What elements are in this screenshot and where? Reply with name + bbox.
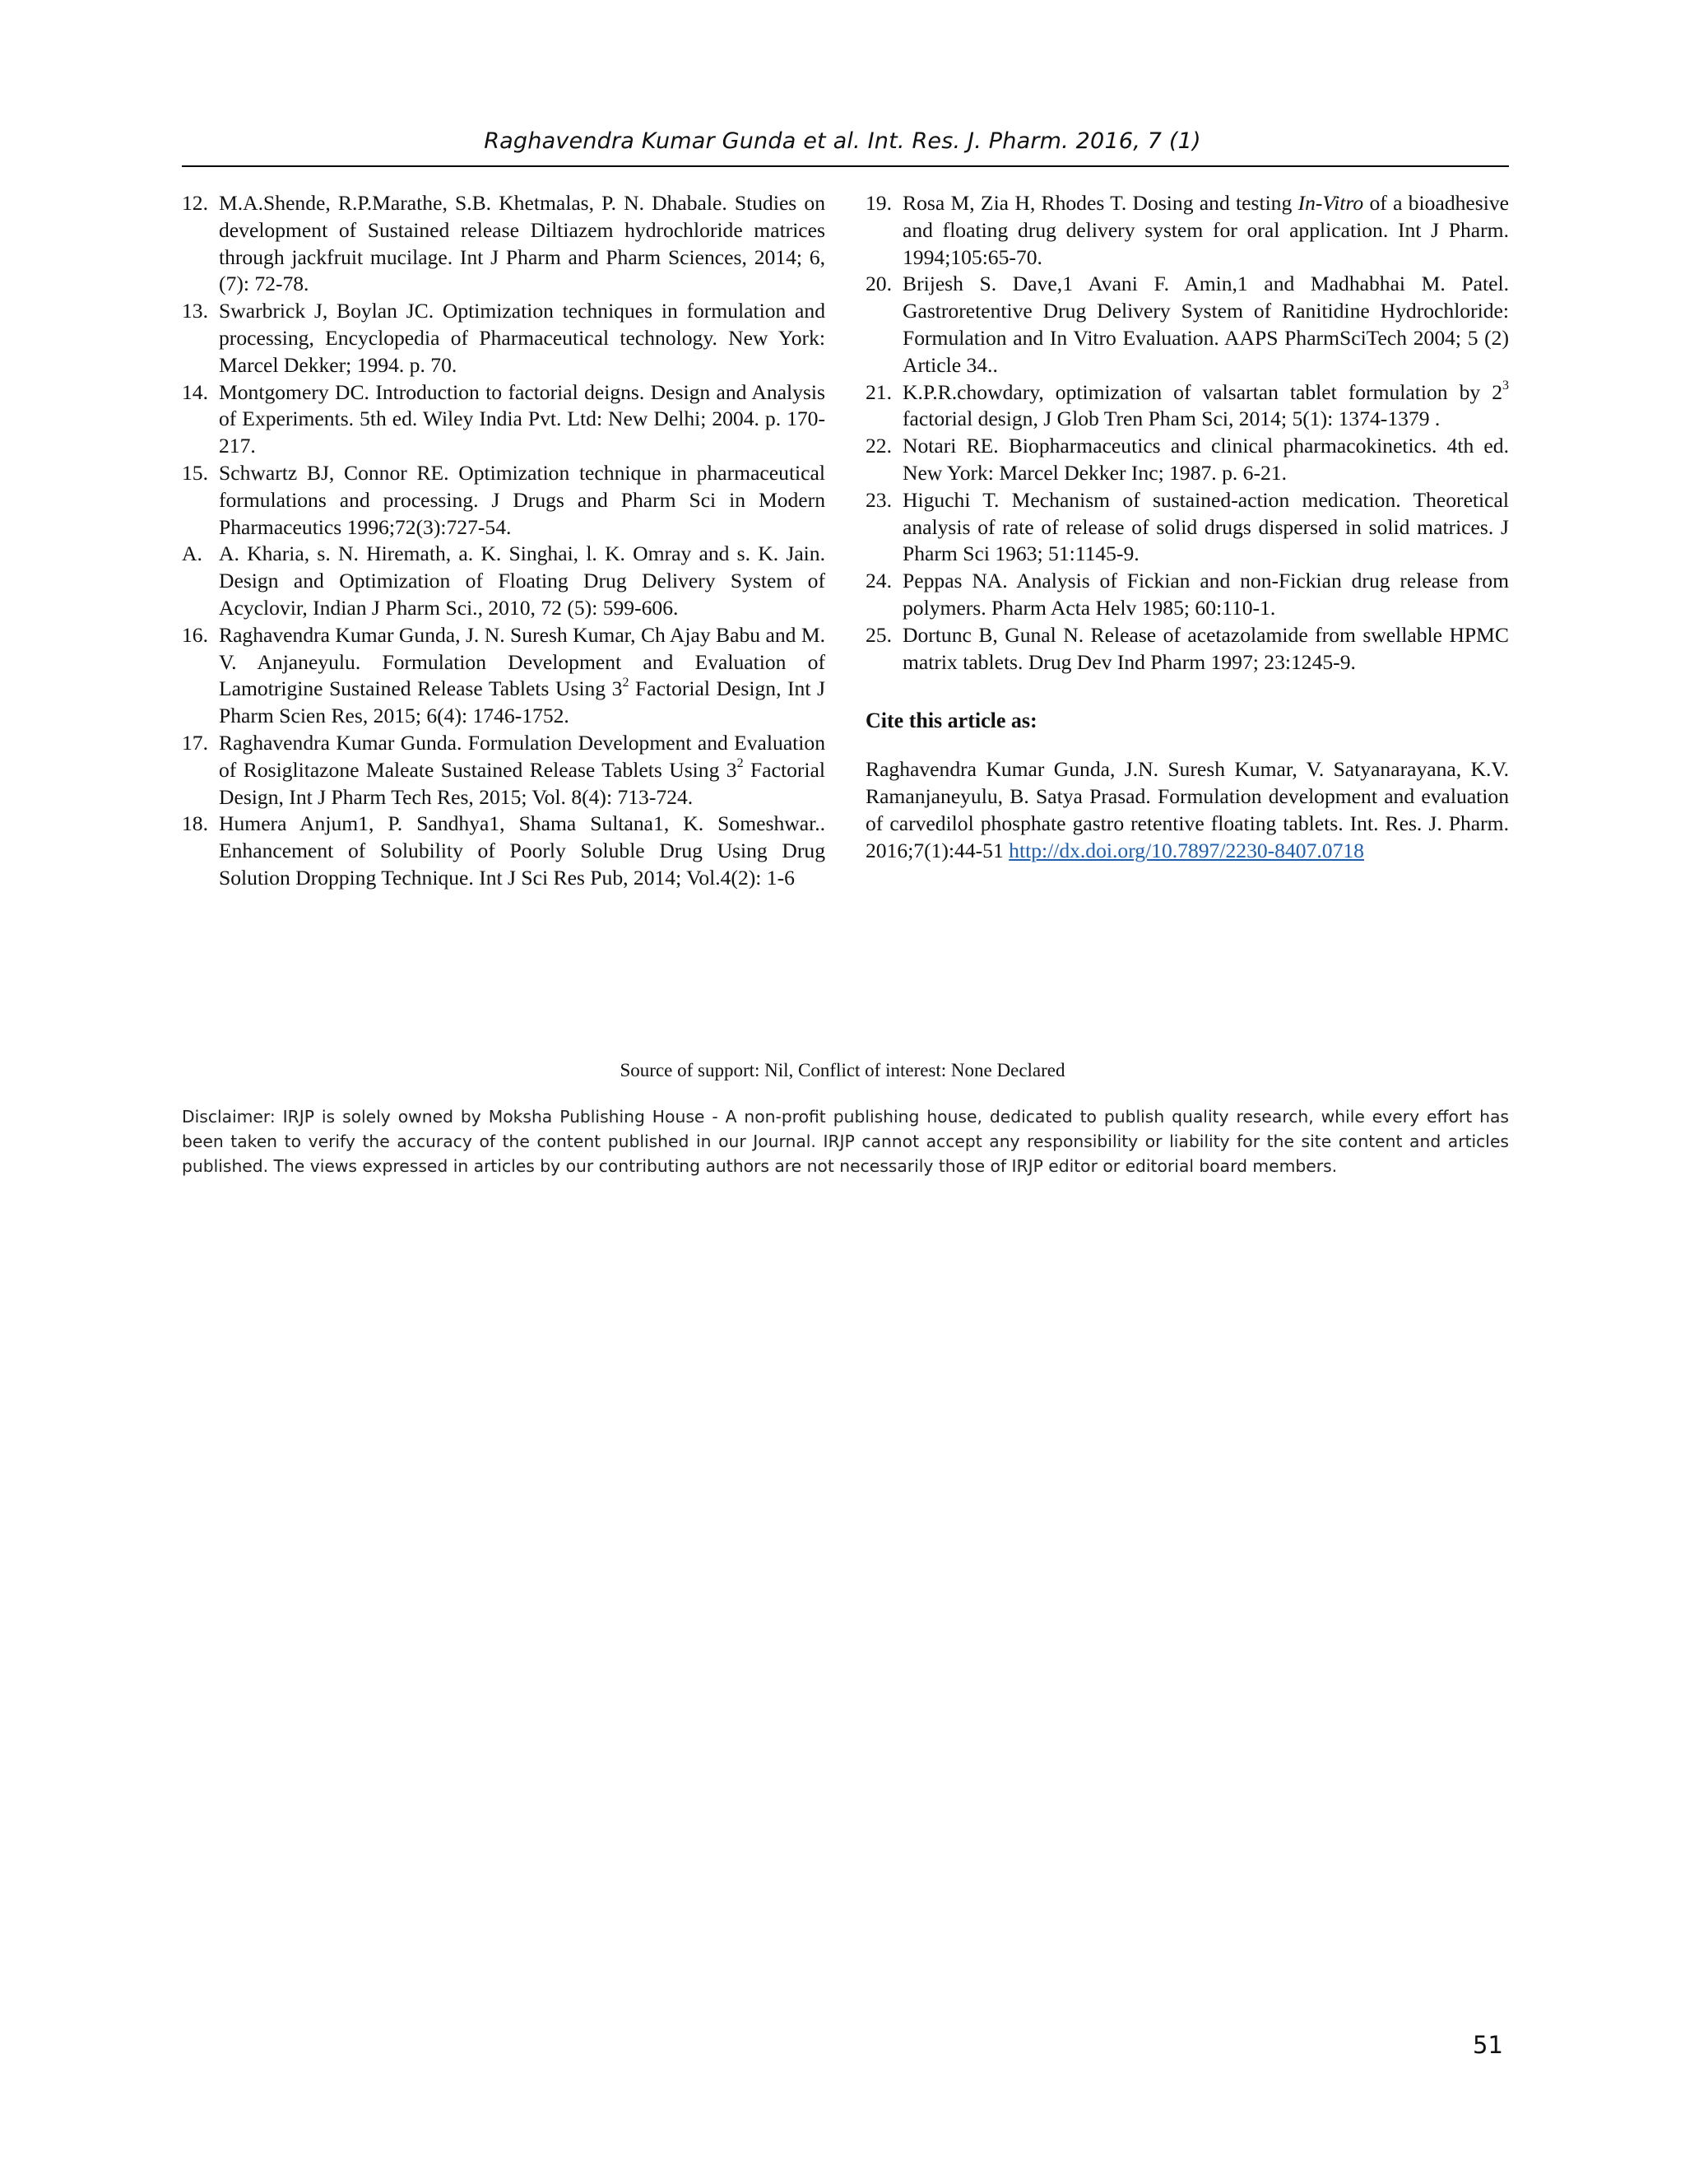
reference-text (903, 379, 1509, 434)
reference-a (182, 541, 825, 621)
reference-21 (866, 379, 1509, 434)
reference-text: Humera Anjum1, P. Sandhya1, Shama Sultana1, K. Someshwar.. Enhancement of Solubility of Poorly Soluble Drug Using Drug Solution Dropping Technique. Int J Sci Res Pub, 2014; Vol.4(2): 1-6 (219, 811, 825, 890)
reference-number: 21. (866, 379, 892, 404)
reference-text-part: Factorial Design, Int J Pharm Scien Res, 2015; 6(4): 1746-1752. (219, 676, 825, 728)
reference-24 (866, 568, 1509, 622)
reference-14 (182, 379, 825, 460)
reference-text: Schwartz BJ, Connor RE. Optimization technique in pharmaceutical formulations and processing. J Drugs and Pharm Sci in Modern Pharmaceutics 1996;72(3):727-54. (219, 460, 825, 539)
reference-text: M.A.Shende, R.P.Marathe, S.B. Khetmalas, P. N. Dhabale. Studies on development of Sustained release Diltiazem hydrochloride matrices through jackfruit mucilage. Int J Pharm and Pharm Sciences, 2014; 6, (7): 72-78. (219, 191, 825, 296)
reference-number: 12. (182, 191, 208, 215)
reference-15 (182, 460, 825, 541)
reference-text: Dortunc B, Gunal N. Release of acetazolamide from swellable HPMC matrix tablets. Drug Dev Ind Pharm 1997; 23:1245-9. (903, 622, 1509, 674)
reference-16 (182, 622, 825, 730)
reference-text: Brijesh S. Dave,1 Avani F. Amin,1 and Madhabhai M. Patel. Gastroretentive Drug Delivery System of Ranitidine Hydrochloride: Formulation and In Vitro Evaluation. AAPS PharmSciTech 2004; 5 (2) Article 34.. (903, 272, 1509, 377)
superscript: 3 (1502, 379, 1509, 393)
reference-number: 23. (866, 487, 892, 512)
reference-text: A. Kharia, s. N. Hiremath, a. K. Singhai, l. K. Omray and s. K. Jain. Design and Optimization of Floating Drug Delivery System of Acyclovir, Indian J Pharm Sci., 2010, 72 (5): 599-606. (219, 541, 825, 620)
cite-body (866, 756, 1509, 864)
disclaimer: Disclaimer: IRJP is solely owned by Moksha Publishing House - A non-profit publishing house, dedicated to publish quality research, while every effort has been taken to verify the accuracy of the content published in our Journal. IRJP cannot accept any responsibility or liability for the site content and articles published. The views expressed in articles by our contributing authors are not necessarily those of IRJP editor or editorial board members. (182, 1107, 1509, 1176)
reference-text (219, 622, 825, 730)
reference-12 (182, 190, 825, 298)
reference-text-part: Raghavendra Kumar Gunda. Formulation Development and Evaluation of Rosiglitazone Maleate Sustained Release Tablets Using 3 (219, 730, 825, 782)
references-right-column (866, 190, 1509, 865)
reference-number: 19. (866, 191, 892, 215)
reference-23 (866, 487, 1509, 568)
reference-text-part: Raghavendra Kumar Gunda, J. N. Suresh Kumar, Ch Ajay Babu and M. V. Anjaneyulu. Formulation Development and Evaluation of Lamotrigine Sustained Release Tablets Using 3 (219, 622, 825, 701)
reference-18 (182, 811, 825, 891)
page-number: 51 (1473, 2031, 1503, 2059)
reference-text-part: Rosa M, Zia H, Rhodes T. Dosing and testing (903, 191, 1298, 215)
doi-link[interactable]: http://dx.doi.org/10.7897/2230-8407.0718 (1009, 838, 1364, 862)
superscript: 2 (622, 675, 629, 690)
cite-heading: Cite this article as: (866, 709, 1037, 733)
reference-text (219, 730, 825, 811)
reference-text (903, 190, 1509, 271)
references-left-column (182, 190, 825, 892)
superscript: 2 (736, 756, 744, 771)
reference-text: Swarbrick J, Boylan JC. Optimization techniques in formulation and processing, Encyclopedia of Pharmaceutical technology. New York: Marcel Dekker; 1994. p. 70. (219, 299, 825, 377)
reference-13 (182, 298, 825, 379)
reference-text: Higuchi T. Mechanism of sustained-action medication. Theoretical analysis of rate of release of solid drugs dispersed in solid matrices. J Pharm Sci 1963; 51:1145-9. (903, 487, 1509, 566)
reference-number: 24. (866, 569, 892, 593)
reference-19 (866, 190, 1509, 271)
reference-number: 14. (182, 379, 208, 404)
reference-20 (866, 271, 1509, 379)
support-statement: Source of support: Nil, Conflict of interest: None Declared (620, 1060, 1065, 1080)
reference-text: Montgomery DC. Introduction to factorial deigns. Design and Analysis of Experiments. 5th ed. Wiley India Pvt. Ltd: New Delhi; 2004. p. 170-217. (219, 379, 825, 458)
italic-term: In-Vitro (1297, 191, 1364, 215)
reference-number: 22. (866, 434, 892, 458)
reference-number: A. (182, 541, 202, 566)
reference-22 (866, 433, 1509, 487)
reference-number: 18. (182, 811, 208, 836)
reference-text-part: factorial design, J Glob Tren Pham Sci, 2014; 5(1): 1374-1379 . (903, 407, 1441, 431)
reference-number: 20. (866, 272, 892, 296)
header-rule (182, 165, 1509, 167)
reference-25 (866, 622, 1509, 676)
reference-text: Peppas NA. Analysis of Fickian and non-Fickian drug release from polymers. Pharm Acta Helv 1985; 60:110-1. (903, 569, 1509, 620)
reference-text: Notari RE. Biopharmaceutics and clinical pharmacokinetics. 4th ed. New York: Marcel Dekker Inc; 1987. p. 6-21. (903, 434, 1509, 485)
reference-number: 16. (182, 622, 208, 647)
reference-text-part: of a bioadhesive and floating drug delivery system for oral application. Int J Pharm. 1994;105:65-70. (903, 191, 1509, 269)
reference-text-part: K.P.R.chowdary, optimization of valsartan tablet formulation by 2 (903, 379, 1502, 404)
running-header: Raghavendra Kumar Gunda et al. Int. Res. J. Pharm. 2016, 7 (1) (484, 128, 1201, 154)
reference-number: 13. (182, 299, 208, 323)
cite-text: Raghavendra Kumar Gunda, J.N. Suresh Kumar, V. Satyanarayana, K.V. Ramanjaneyulu, B. Satya Prasad. Formulation development and evaluation of carvedilol phosphate gastro retentive floating tablets. Int. Res. J. Pharm. 2016;7(1):44-51 (866, 757, 1509, 862)
reference-number: 17. (182, 730, 208, 755)
reference-text-part: Factorial Design, Int J Pharm Tech Res, 2015; Vol. 8(4): 713-724. (219, 757, 825, 809)
reference-number: 15. (182, 460, 208, 485)
reference-17 (182, 730, 825, 811)
reference-number: 25. (866, 622, 892, 647)
